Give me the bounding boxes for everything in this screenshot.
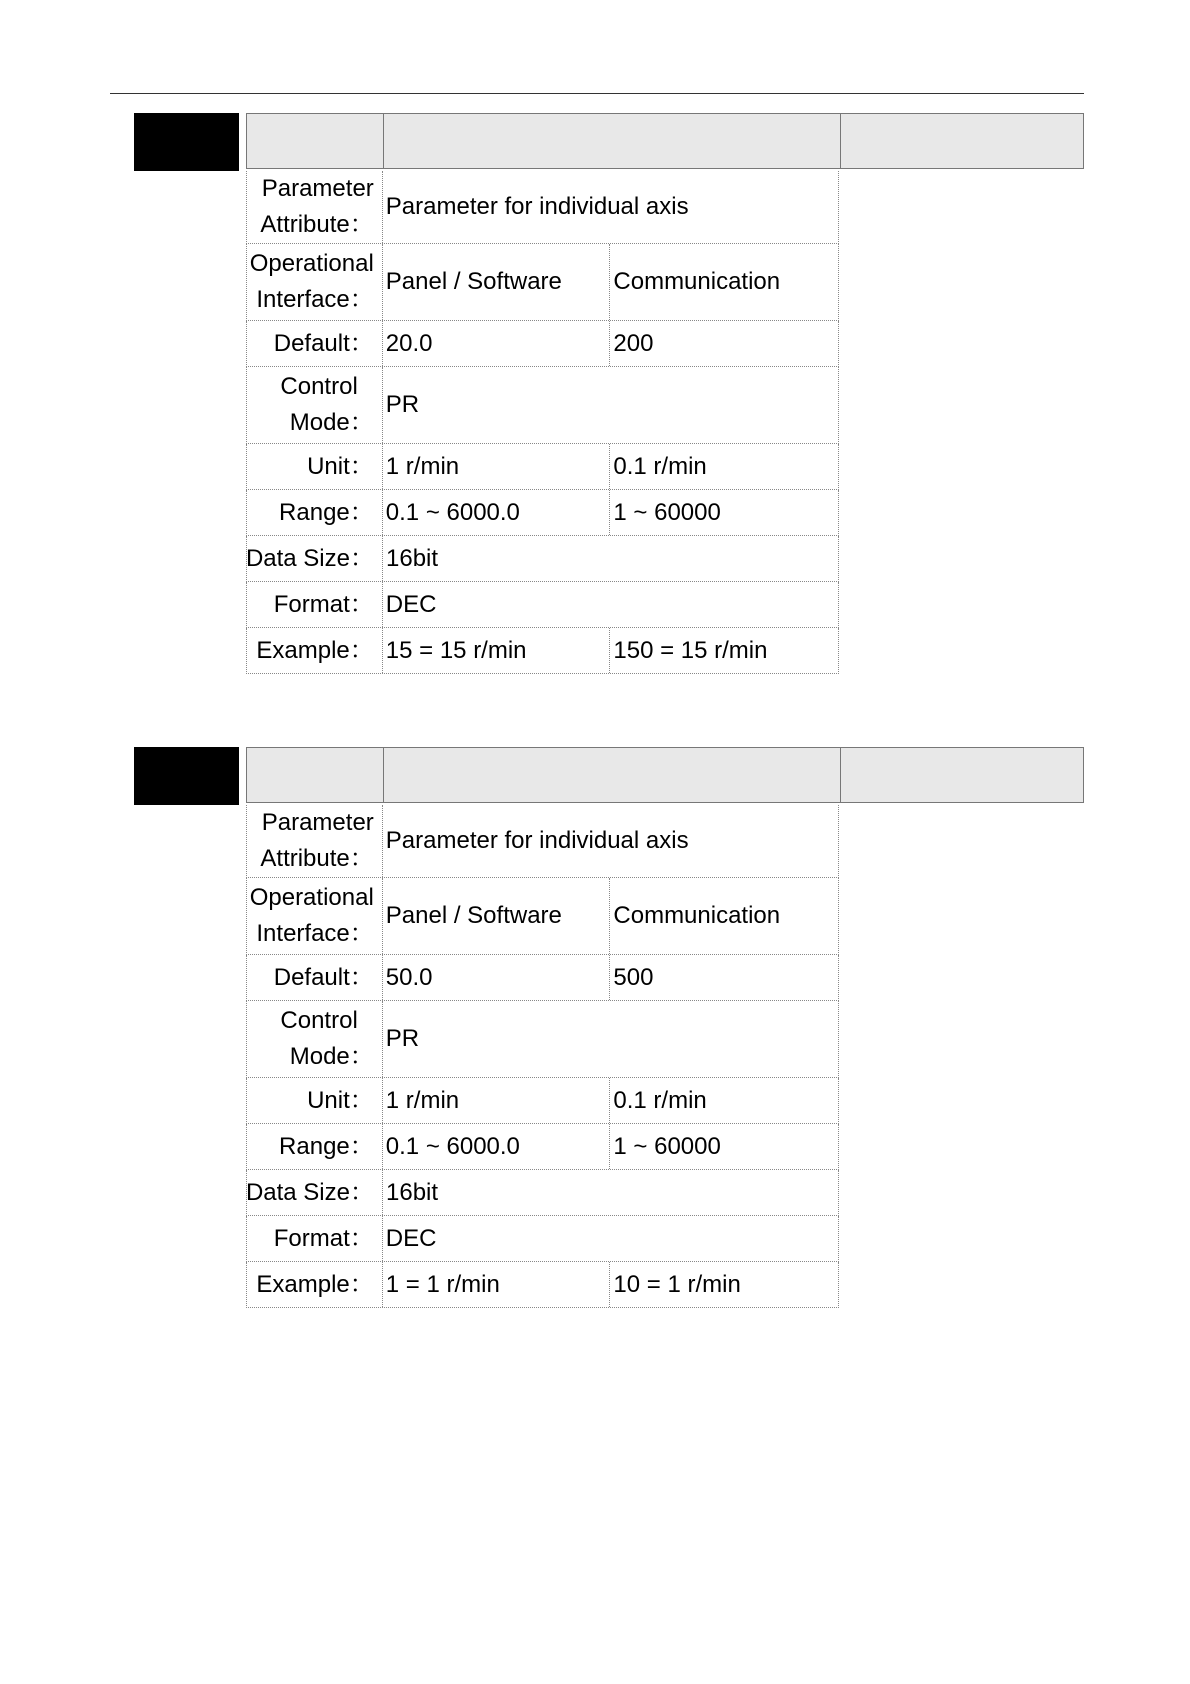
panel-value: 50.0 (383, 955, 611, 1000)
row-label (247, 171, 383, 243)
row-range (246, 1124, 839, 1170)
header-cell-name (384, 114, 841, 168)
comm-value: 200 (613, 329, 654, 357)
row-value: Parameter for individual axis (385, 827, 689, 854)
row-data-size (246, 1170, 839, 1216)
row-format (246, 1216, 839, 1262)
row-label: Example： (247, 1262, 383, 1307)
row-control-mode (246, 1001, 839, 1078)
panel-value: 0.1 ~ 6000.0 (383, 490, 611, 535)
comm-value: 150 = 15 r/min (613, 636, 768, 664)
row-label: Range： (247, 490, 383, 535)
row-example (246, 1262, 839, 1308)
row-default (246, 955, 839, 1001)
header-cell-code (247, 114, 384, 168)
row-interface (246, 244, 839, 321)
row-label: Unit： (247, 444, 383, 489)
comm-value: 1 ~ 60000 (613, 1132, 721, 1160)
row-value: PR (385, 1025, 420, 1052)
comm-value: 0.1 r/min (613, 1086, 707, 1114)
label-line: Attribute： (260, 211, 374, 238)
row-label: Format： (247, 1216, 383, 1261)
row-label: Default： (247, 321, 383, 366)
comm-value: 1 ~ 60000 (613, 498, 721, 526)
row-attribute (246, 805, 839, 878)
parameter-code-box (134, 747, 239, 805)
row-label: Unit： (247, 1078, 383, 1123)
label-line: Parameter (261, 809, 374, 836)
row-value: 16bit (386, 1178, 439, 1206)
label-line: Operational (249, 884, 374, 911)
label-line: Mode： (289, 409, 374, 436)
row-label: Data Size： (247, 1170, 383, 1215)
panel-value: 0.1 ~ 6000.0 (383, 1124, 611, 1169)
label-line: Control (280, 373, 358, 400)
parameter-table (246, 805, 839, 1308)
panel-value: 1 r/min (383, 1078, 611, 1123)
label-line: Interface： (256, 920, 374, 947)
comm-value: Communication (613, 268, 781, 295)
panel-value: 20.0 (383, 321, 611, 366)
row-label: Range： (247, 1124, 383, 1169)
row-value: DEC (385, 1224, 437, 1252)
row-label (247, 367, 383, 443)
header-cell-address (841, 748, 1083, 802)
row-unit (246, 1078, 839, 1124)
row-unit (246, 444, 839, 490)
panel-value: 1 = 1 r/min (383, 1262, 611, 1307)
row-value: 16bit (386, 544, 439, 572)
row-example (246, 628, 839, 674)
row-value: PR (385, 391, 420, 418)
row-label (247, 1001, 383, 1077)
panel-value: Panel / Software (383, 878, 611, 954)
row-value: DEC (385, 590, 437, 618)
row-label: Default： (247, 955, 383, 1000)
row-control-mode (246, 367, 839, 444)
label-line: Mode： (289, 1043, 374, 1070)
header-cell-address (841, 114, 1083, 168)
label-line: Attribute： (260, 845, 374, 872)
panel-value: 15 = 15 r/min (383, 628, 611, 673)
row-attribute (246, 171, 839, 244)
row-data-size (246, 536, 839, 582)
row-label: Example： (247, 628, 383, 673)
header-rule (110, 93, 1084, 94)
panel-value: Panel / Software (383, 244, 611, 320)
row-range (246, 490, 839, 536)
comm-value: 500 (613, 963, 654, 991)
row-label: Format： (247, 582, 383, 627)
parameter-table (246, 171, 839, 674)
row-interface (246, 878, 839, 955)
header-cell-name (384, 748, 841, 802)
label-line: Control (280, 1007, 358, 1034)
header-cell-code (247, 748, 384, 802)
row-default (246, 321, 839, 367)
row-format (246, 582, 839, 628)
comm-value: Communication (613, 902, 781, 929)
comm-value: 0.1 r/min (613, 452, 707, 480)
parameter-header-bar (246, 113, 1084, 169)
label-line: Operational (249, 250, 374, 277)
label-line: Interface： (256, 286, 374, 313)
row-value: Parameter for individual axis (385, 193, 689, 220)
parameter-header-bar (246, 747, 1084, 803)
label-line: Parameter (261, 175, 374, 202)
row-label (247, 244, 383, 320)
comm-value: 10 = 1 r/min (613, 1270, 741, 1298)
row-label: Data Size： (247, 536, 383, 581)
parameter-code-box (134, 113, 239, 171)
panel-value: 1 r/min (383, 444, 611, 489)
row-label (247, 878, 383, 954)
row-label (247, 805, 383, 877)
